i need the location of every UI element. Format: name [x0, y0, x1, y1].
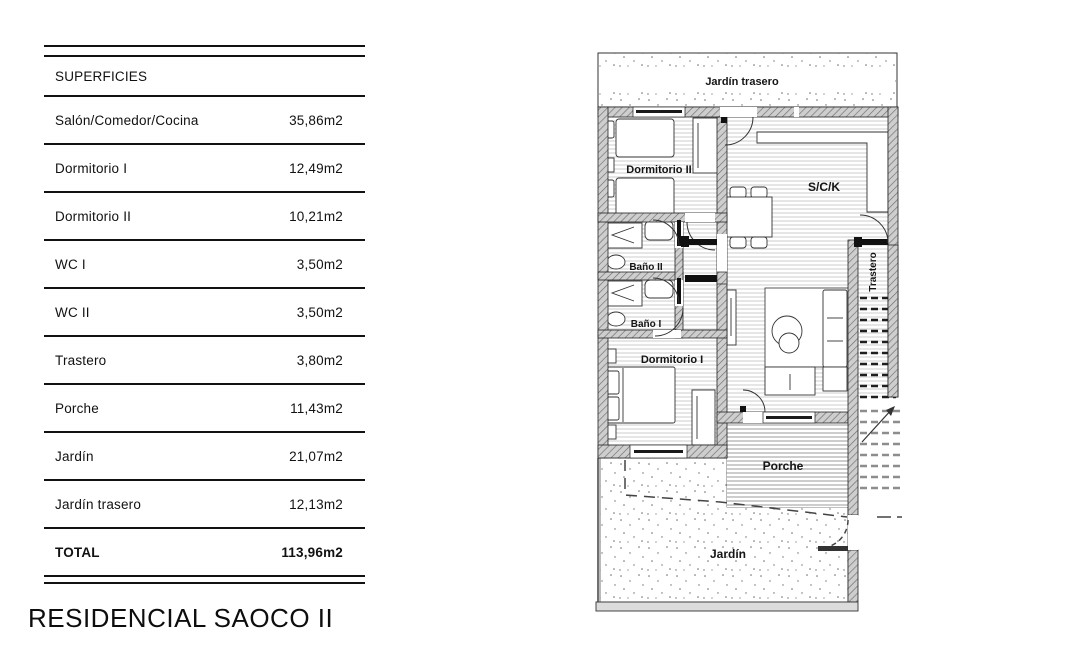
stair-direction-line	[862, 408, 893, 442]
row-value: 35,86m2	[289, 112, 343, 128]
entry-opening	[720, 107, 757, 117]
chair	[751, 237, 767, 248]
wardrobe1	[692, 390, 715, 445]
porch-door-hinge	[740, 406, 746, 412]
table-row	[44, 337, 365, 385]
window-bed1	[630, 445, 687, 458]
row-label: WC II	[55, 304, 90, 320]
row-label: WC I	[55, 256, 86, 272]
table-row	[44, 145, 365, 193]
hall-door-leaf	[685, 239, 717, 245]
label-porche: Porche	[762, 459, 804, 473]
row-label: Trastero	[55, 352, 107, 368]
media-unit	[727, 290, 736, 345]
table-row	[44, 97, 365, 145]
wall-left	[598, 107, 608, 458]
side-table	[823, 367, 847, 391]
table-row	[44, 289, 365, 337]
superficies-table	[44, 45, 365, 584]
label-dormitorio-i: Dormitorio I	[640, 354, 704, 366]
dining-table	[726, 197, 772, 237]
window-bed2	[633, 107, 685, 117]
sink2	[645, 221, 673, 240]
toilet2	[607, 255, 625, 269]
hall-door-hinge	[681, 236, 689, 247]
label-dormitorio-ii: Dormitorio II	[626, 164, 692, 176]
row-value: 12,49m2	[289, 160, 343, 176]
wall-gap	[794, 107, 799, 117]
table-top-rule	[44, 45, 365, 47]
sofa	[823, 290, 847, 367]
porch-door-opening	[743, 412, 763, 423]
storage-door-hinge	[854, 237, 862, 247]
window-porch	[763, 412, 815, 423]
table-row	[44, 241, 365, 289]
table-header-label: SUPERFICIES	[55, 68, 148, 84]
chair	[730, 237, 746, 248]
row-label: Jardín trasero	[55, 496, 142, 512]
row-value: 10,21m2	[289, 208, 343, 224]
garden-gate-leaf	[818, 546, 848, 551]
front-fence	[596, 602, 858, 611]
row-label: Porche	[55, 400, 99, 416]
row-label: Salón/Comedor/Cocina	[55, 112, 199, 128]
table-header-row	[44, 57, 365, 97]
table-row	[44, 193, 365, 241]
total-label: TOTAL	[55, 544, 100, 560]
table-bottom-rule	[44, 582, 365, 584]
chair	[730, 187, 746, 198]
total-value: 113,96m2	[281, 544, 343, 560]
wall-stub	[717, 272, 727, 284]
label-trastero: Trastero	[868, 252, 879, 292]
table-row	[44, 481, 365, 529]
storage-door-leaf	[862, 239, 888, 245]
table-row	[44, 385, 365, 433]
floor-plan	[590, 40, 920, 620]
row-value: 11,43m2	[290, 400, 343, 416]
wardrobe2	[693, 118, 718, 173]
project-title: RESIDENCIAL SAOCO II	[28, 603, 334, 633]
row-value: 12,13m2	[289, 496, 343, 512]
row-value: 3,50m2	[296, 256, 343, 272]
wall-storage-right	[888, 245, 898, 397]
row-label: Dormitorio II	[55, 208, 132, 224]
wall-central	[717, 117, 727, 458]
row-value: 3,80m2	[296, 352, 343, 368]
row-label: Jardín	[55, 448, 94, 464]
label-sck: S/C/K	[807, 180, 841, 194]
table-total-row	[44, 529, 365, 577]
gate-opening	[848, 515, 858, 550]
wall-bath-divider	[598, 272, 683, 280]
bed2b	[616, 178, 674, 216]
row-value: 3,50m2	[296, 304, 343, 320]
wall-garden-right	[848, 550, 858, 602]
entry-door-hinge	[721, 117, 727, 123]
table-row	[44, 433, 365, 481]
label-jardin-trasero: Jardín trasero	[705, 76, 779, 88]
chair	[751, 187, 767, 198]
label-jardin: Jardín	[709, 547, 747, 561]
wall-storage-left	[848, 240, 858, 515]
door-opening-bed1	[653, 330, 681, 338]
armchair-cushion	[779, 333, 799, 353]
hall-door-leaf2	[685, 275, 717, 282]
label-bano-ii: Baño II	[629, 262, 663, 273]
row-value: 21,07m2	[289, 448, 343, 464]
bed2a	[616, 119, 674, 157]
label-bano-i: Baño I	[630, 319, 662, 330]
toilet1	[607, 312, 625, 326]
door-opening-bed2	[685, 213, 715, 222]
row-label: Dormitorio I	[55, 160, 128, 176]
